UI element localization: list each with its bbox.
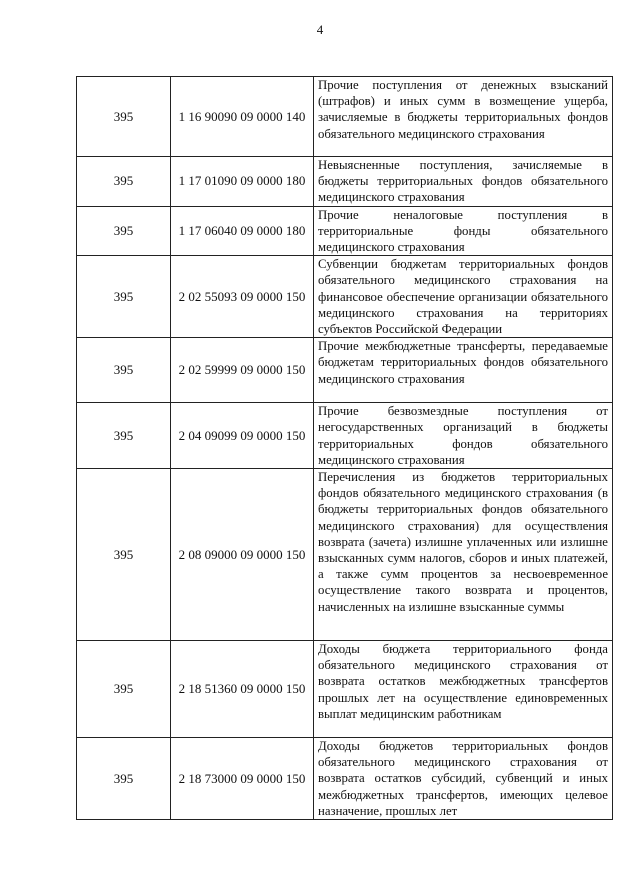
revenue-name-cell	[314, 641, 613, 738]
revenue-name-cell	[314, 206, 613, 256]
admin-code-cell: 395	[77, 738, 171, 820]
table-row	[77, 338, 613, 403]
revenue-codes-table	[76, 76, 613, 820]
admin-code-cell: 395	[77, 641, 171, 738]
revenue-name-text: Перечисления из бюджетов территориальных фондов обязательного медицинского страхования (в бюджеты территориальных фондов обязательного медицинского страхования) для осуществления возврата (зачета) излишне уплаченных или излишне взысканных сумм налогов, сборов и иных платежей, а также сумм процентов за несвоевременное осуществление такого возврата и процентов, начисленных на излишне взысканные суммы	[318, 470, 608, 614]
table-row	[77, 157, 613, 207]
revenue-name-cell	[314, 338, 613, 403]
revenue-name-text: Прочие безвозмездные поступления от негосударственных организаций в бюджеты территориальных фондов обязательного медицинского страхования	[318, 404, 608, 467]
budget-code-cell: 2 04 09099 09 0000 150	[171, 403, 314, 469]
budget-code-cell: 2 08 09000 09 0000 150	[171, 469, 314, 641]
table-row	[77, 206, 613, 256]
revenue-name-cell	[314, 403, 613, 469]
budget-code-cell: 1 17 01090 09 0000 180	[171, 157, 314, 207]
budget-code-cell: 2 18 73000 09 0000 150	[171, 738, 314, 820]
revenue-name-cell	[314, 738, 613, 820]
admin-code-cell: 395	[77, 469, 171, 641]
revenue-name-text: Прочие межбюджетные трансферты, передаваемые бюджетам территориальных фондов обязательного медицинского страхования	[318, 339, 608, 386]
revenue-name-cell	[314, 256, 613, 338]
revenue-name-text: Прочие поступления от денежных взысканий (штрафов) и иных сумм в возмещение ущерба, зачисляемые в бюджеты территориальных фондов обязательного медицинского страхования	[318, 78, 608, 141]
budget-code-cell: 1 16 90090 09 0000 140	[171, 77, 314, 157]
admin-code-cell: 395	[77, 256, 171, 338]
page-number: 4	[316, 22, 324, 37]
budget-code-cell: 2 02 59999 09 0000 150	[171, 338, 314, 403]
revenue-name-text: Доходы бюджета территориального фонда обязательного медицинского страхования от возврата остатков межбюджетных трансфертов прошлых лет на осуществление единовременных выплат медицинским работникам	[318, 642, 608, 721]
table-row	[77, 469, 613, 641]
revenue-name-cell	[314, 77, 613, 157]
table-row	[77, 77, 613, 157]
admin-code-cell: 395	[77, 206, 171, 256]
revenue-name-cell	[314, 469, 613, 641]
admin-code-cell: 395	[77, 77, 171, 157]
budget-code-cell: 1 17 06040 09 0000 180	[171, 206, 314, 256]
table-row	[77, 738, 613, 820]
table-row	[77, 641, 613, 738]
table-row	[77, 256, 613, 338]
revenue-name-text: Доходы бюджетов территориальных фондов обязательного медицинского страхования от возврата остатков субсидий, субвенций и иных межбюджетных трансфертов, имеющих целевое назначение, прошлых лет	[318, 739, 608, 818]
revenue-name-text: Прочие неналоговые поступления в территориальные фонды обязательного медицинского страхования	[318, 207, 608, 255]
budget-code-cell: 2 02 55093 09 0000 150	[171, 256, 314, 338]
budget-code-cell: 2 18 51360 09 0000 150	[171, 641, 314, 738]
revenue-name-cell	[314, 157, 613, 207]
revenue-name-text: Субвенции бюджетам территориальных фондов обязательного медицинского страхования на финансовое обеспечение организации обязательного медицинского страхования на территориях субъектов Российской Федерации	[318, 257, 608, 337]
table-row	[77, 403, 613, 469]
admin-code-cell: 395	[77, 157, 171, 207]
admin-code-cell: 395	[77, 338, 171, 403]
admin-code-cell: 395	[77, 403, 171, 469]
revenue-name-text: Невыясненные поступления, зачисляемые в бюджеты территориальных фондов обязательного медицинского страхования	[318, 158, 608, 205]
